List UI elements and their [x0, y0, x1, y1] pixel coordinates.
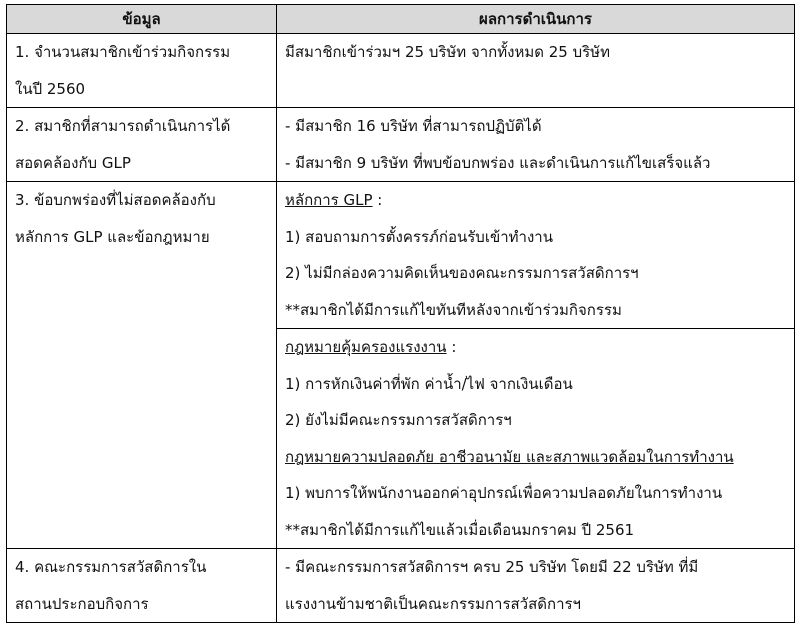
row1-info-line: ในปี 2560: [15, 79, 86, 98]
row3-info: [7, 182, 277, 549]
glp-heading: หลักการ GLP: [285, 191, 373, 209]
row4-result-line: แรงงานข้ามชาติเป็นคณะกรรมการสวัสดิการฯ: [285, 594, 581, 613]
row1-result-line: มีสมาชิกเข้าร่วมฯ 25 บริษัท จากทั้งหมด 25 บริษัท: [285, 43, 610, 61]
table-row: [7, 108, 795, 182]
row2-info-line: สอดคล้องกับ GLP: [15, 153, 131, 172]
table-row: [7, 182, 795, 329]
row3-result-law: [277, 329, 795, 549]
glp-line: 2) ไม่มีกล่องความคิดเห็นของคณะกรรมการสวัสดิการฯ: [285, 264, 639, 282]
glp-line: **สมาชิกได้มีการแก้ไขทันทีหลังจากเข้าร่วมกิจกรรม: [285, 300, 622, 319]
glp-heading-suffix: :: [372, 191, 383, 209]
table-header-row: [7, 5, 795, 34]
safety-law-line: **สมาชิกได้มีการแก้ไขแล้วเมื่อเดือนมกราคม ปี 2561: [285, 520, 635, 539]
row2-result-line: - มีสมาชิก 9 บริษัท ที่พบข้อบกพร่อง และดำเนินการแก้ไขเสร็จแล้ว: [285, 153, 711, 172]
labor-law-heading-suffix: :: [446, 338, 457, 356]
row1-result: [277, 34, 795, 108]
row2-info-line: 2. สมาชิกที่สามารถดำเนินการได้: [15, 117, 231, 135]
row4-info-line: 4. คณะกรรมการสวัสดิการใน: [15, 558, 207, 576]
table-row: [7, 549, 795, 623]
row1-info: [7, 34, 277, 108]
glp-line: 1) สอบถามการตั้งครรภ์ก่อนรับเข้าทำงาน: [285, 227, 553, 246]
safety-law-line: 1) พบการให้พนักงานออกค่าอุปกรณ์เพื่อความปลอดภัยในการทำงาน: [285, 484, 723, 502]
row2-result-line: - มีสมาชิก 16 บริษัท ที่สามารถปฏิบัติได้: [285, 117, 542, 135]
results-table: [6, 4, 795, 623]
labor-law-line: 1) การหักเงินค่าที่พัก ค่าน้ำ/ไฟ จากเงินเดือน: [285, 374, 573, 393]
row3-result-glp: [277, 182, 795, 329]
row3-info-line: 3. ข้อบกพร่องที่ไม่สอดคล้องกับ: [15, 191, 216, 209]
labor-law-heading-line: [285, 329, 786, 366]
row2-result: [277, 108, 795, 182]
row4-result: [277, 549, 795, 623]
labor-law-line: 2) ยังไม่มีคณะกรรมการสวัสดิการฯ: [285, 411, 512, 429]
header-info: ข้อมูล: [7, 5, 277, 34]
safety-law-heading: กฎหมายความปลอดภัย อาชีวอนามัย และสภาพแวดล้อมในการทำงาน: [285, 447, 734, 466]
row1-info-line: 1. จำนวนสมาชิกเข้าร่วมกิจกรรม: [15, 43, 231, 61]
row4-info: [7, 549, 277, 623]
table-row: [7, 34, 795, 108]
row4-info-line: สถานประกอบกิจการ: [15, 594, 149, 613]
row4-result-line: - มีคณะกรรมการสวัสดิการฯ ครบ 25 บริษัท โดยมี 22 บริษัท ที่มี: [285, 558, 699, 576]
row2-info: [7, 108, 277, 182]
header-results: ผลการดำเนินการ: [277, 5, 795, 34]
labor-law-heading: กฎหมายคุ้มครองแรงงาน: [285, 338, 447, 356]
glp-heading-line: [285, 182, 786, 219]
row3-info-line: หลักการ GLP และข้อกฎหมาย: [15, 227, 210, 246]
